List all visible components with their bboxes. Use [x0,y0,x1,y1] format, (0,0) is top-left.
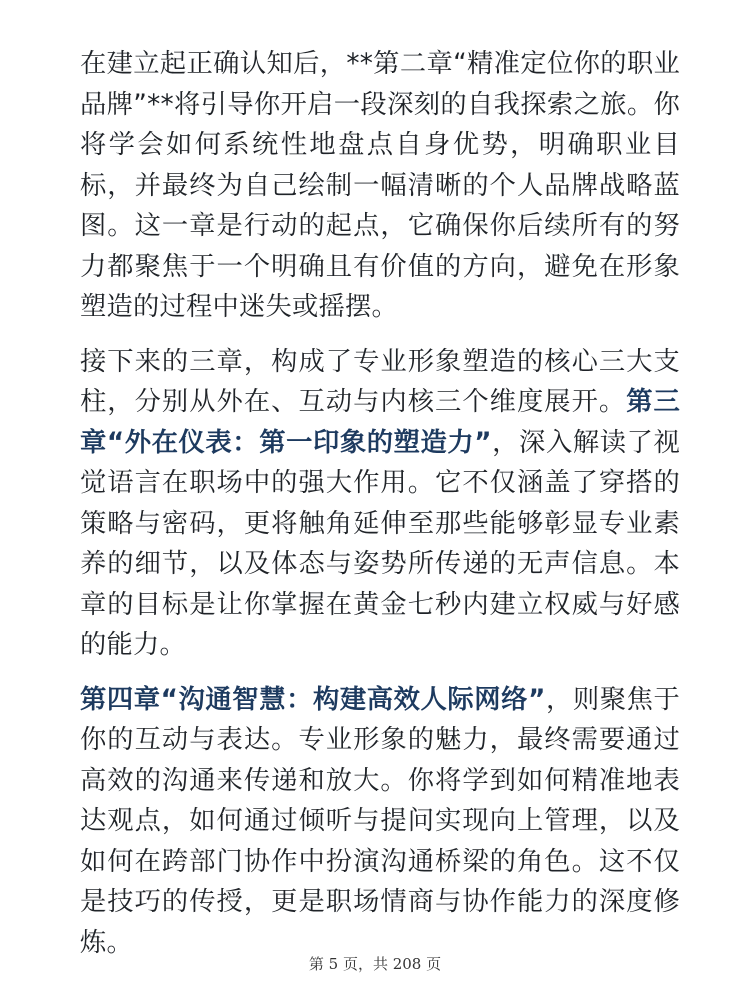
paragraph-chapter-2-intro [80,44,680,328]
paragraph-text: ，深入解读了视觉语言在职场中的强大作用。它不仅涵盖了穿搭的策略与密码，更将触角延伸至那些能够彰显专业素养的细节，以及体态与姿势所传递的无声信息。本章的目标是让你掌握在黄金七秒内建立权威与好感的能力。 [80,427,680,660]
paragraph-chapter-4-intro [80,680,680,964]
paragraph-text: 接下来的三章，构成了专业形象塑造的核心三大支柱，分别从外在、互动与内核三个维度展开。 [80,346,680,417]
paragraph-chapter-3-intro [80,342,680,666]
paragraph-text: ，则聚焦于你的互动与表达。专业形象的魅力，最终需要通过高效的沟通来传递和放大。你将学到如何精准地表达观点，如何通过倾听与提问实现向上管理，以及如何在跨部门协作中扮演沟通桥梁的角色。这不仅是技巧的传授，更是职场情商与协作能力的深度修炼。 [80,684,680,958]
page-number-footer: 第 5 页，共 208 页 [308,955,442,973]
chapter-4-title: 第四章“沟通智慧：构建高效人际网络” [80,684,546,715]
document-body [80,44,680,977]
paragraph-text: 在建立起正确认知后，**第二章“精准定位你的职业品牌”**将引导你开启一段深刻的自我探索之旅。你将学会如何系统性地盘点自身优势，明确职业目标，并最终为自己绘制一幅清晰的个人品牌战略蓝图。这一章是行动的起点，它确保你后续所有的努力都聚焦于一个明确且有价值的方向，避免在形象塑造的过程中迷失或摇摆。 [80,49,680,322]
chapter-3-title: 第三章“外在仪表：第一印象的塑造力” [80,387,680,458]
